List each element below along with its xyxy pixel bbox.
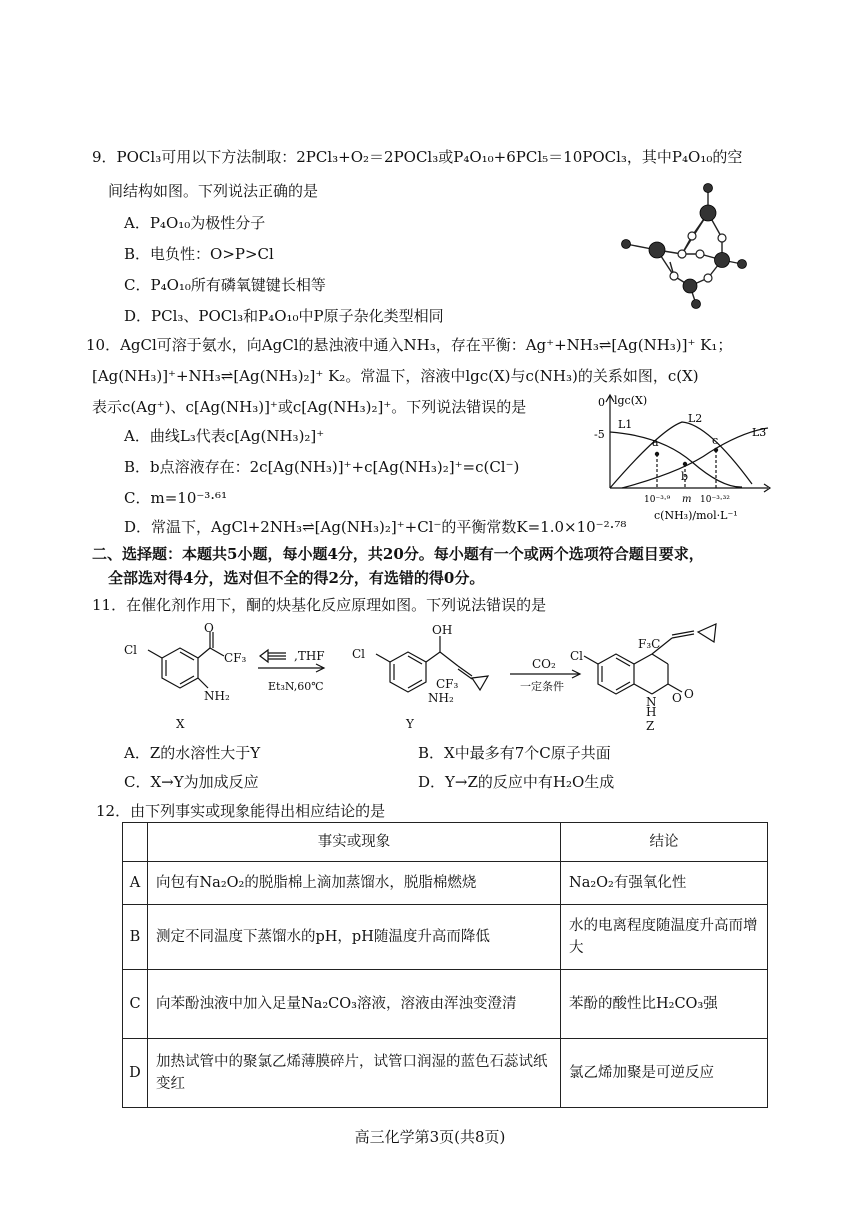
q11-reaction-scheme <box>110 620 760 735</box>
section2-line1: 二、选择题：本题共5小题，每小题4分，共20分。每小题有一个或两个选项符合题目要求， <box>92 545 704 563</box>
q9-option-d: D．PCl₃、POCl₃和P₄O₁₀中P原子杂化类型相同 <box>124 307 444 325</box>
q11-option-b: B．X中最多有7个C原子共面 <box>418 744 611 762</box>
row-conclusion: 苯酚的酸性比H₂CO₃强 <box>561 970 768 1039</box>
page-footer: 高三化学第3页(共8页) <box>354 1128 506 1146</box>
reagent1-top: ,THF <box>294 649 325 663</box>
section2-line2: 全部选对得4分，选对但不全的得2分，有选错的得0分。 <box>108 569 485 587</box>
q10-option-c: C．m=10⁻³·⁶¹ <box>124 489 228 507</box>
xtick-2: 10⁻³·³² <box>700 495 730 505</box>
q12-table-header <box>123 823 768 862</box>
svg-text:NH₂: NH₂ <box>204 689 230 703</box>
label-y: Y <box>406 717 414 731</box>
svg-text:F₃C: F₃C <box>638 637 661 651</box>
svg-text:Cl: Cl <box>124 643 138 657</box>
label-z: Z <box>646 719 655 733</box>
row-fact: 向苯酚浊液中加入足量Na₂CO₃溶液，溶液由浑浊变澄清 <box>148 970 561 1039</box>
row-fact: 测定不同温度下蒸馏水的pH，pH随温度升高而降低 <box>148 905 561 970</box>
q12-stem: 12．由下列事实或现象能得出相应结论的是 <box>96 802 386 820</box>
row-key: D <box>123 1039 148 1108</box>
q10-option-a: A．曲线L₃代表c[Ag(NH₃)₂]⁺ <box>124 427 325 445</box>
row-conclusion: 水的电离程度随温度升高而增大 <box>561 905 768 970</box>
cyclopropane-reagent-icon <box>260 650 268 662</box>
svg-text:CF₃: CF₃ <box>224 651 247 665</box>
q11-option-c: C．X→Y为加成反应 <box>124 773 259 791</box>
z-benzene-ring <box>598 654 634 694</box>
q12-table <box>122 822 768 1108</box>
q9-option-c: C．P₄O₁₀所有磷氧键键长相等 <box>124 276 326 294</box>
curve-label-l3: L3 <box>752 426 767 439</box>
q10-stem-line3: 表示c(Ag⁺)、c[Ag(NH₃)]⁺或c[Ag(NH₃)₂]⁺。下列说法错误的是 <box>92 398 527 416</box>
table-row <box>123 905 768 970</box>
xtick-m: m <box>682 494 692 505</box>
q11-option-d: D．Y→Z的反应中有H₂O生成 <box>418 773 615 791</box>
q9-option-a: A．P₄O₁₀为极性分子 <box>124 214 266 232</box>
q10-stem-line1: 10．AgCl可溶于氨水，向AgCl的悬浊液中通入NH₃，存在平衡：Ag⁺+NH₃⇌[Ag(NH₃)]⁺ K₁； <box>86 336 733 354</box>
svg-text:Cl: Cl <box>352 647 366 661</box>
reagent2-bottom: 一定条件 <box>520 680 564 693</box>
row-conclusion: 氯乙烯加聚是可逆反应 <box>561 1039 768 1108</box>
q9-stem-line1: 9．POCl₃可用以下方法制取：2PCl₃+O₂＝2POCl₃或P₄O₁₀+6PCl₅＝10POCl₃，其中P₄O₁₀的空 <box>92 148 743 166</box>
svg-text:O: O <box>672 691 682 705</box>
row-conclusion: Na₂O₂有强氧化性 <box>561 862 768 905</box>
q10-option-d: D．常温下，AgCl+2NH₃⇌[Ag(NH₃)₂]⁺+Cl⁻的平衡常数K=1.0×10⁻²·⁷⁸ <box>124 518 627 536</box>
reagent1-bottom: Et₃N,60℃ <box>268 680 324 693</box>
curve-label-l2: L2 <box>688 412 703 425</box>
row-key: C <box>123 970 148 1039</box>
svg-text:H: H <box>646 705 657 719</box>
row-fact: 加热试管中的聚氯乙烯薄膜碎片，试管口润湿的蓝色石蕊试纸变红 <box>148 1039 561 1108</box>
table-row <box>123 1039 768 1108</box>
q10-option-b: B．b点溶液存在：2c[Ag(NH₃)]⁺+c[Ag(NH₃)₂]⁺=c(Cl⁻) <box>124 458 520 476</box>
xtick-1: 10⁻³·⁹ <box>644 495 671 505</box>
q11-option-a: A．Z的水溶性大于Y <box>124 744 261 762</box>
row-key: B <box>123 905 148 970</box>
row-fact: 向包有Na₂O₂的脱脂棉上滴加蒸馏水，脱脂棉燃烧 <box>148 862 561 905</box>
graph-origin: 0 <box>598 396 605 409</box>
curve-l1 <box>610 432 742 487</box>
svg-text:OH: OH <box>432 623 453 637</box>
header-fact: 事实或现象 <box>148 823 561 862</box>
q10-lgc-graph <box>592 392 780 524</box>
label-x: X <box>176 717 185 731</box>
y-benzene-ring <box>390 652 426 692</box>
p4o10-structure-diagram <box>612 180 752 310</box>
point-label-b: b <box>681 470 689 483</box>
curve-label-l1: L1 <box>618 418 633 431</box>
graph-ylabel: lgc(X) <box>614 394 648 407</box>
point-label-c: c <box>712 434 719 447</box>
row-key: A <box>123 862 148 905</box>
svg-text:Cl: Cl <box>570 649 584 663</box>
x-benzene-ring <box>162 648 198 688</box>
graph-xlabel: c(NH₃)/mol·L⁻¹ <box>654 509 738 522</box>
svg-text:O: O <box>684 687 694 701</box>
q9-option-b: B．电负性：O>P>Cl <box>124 245 274 263</box>
svg-text:CF₃: CF₃ <box>436 677 459 691</box>
table-row <box>123 970 768 1039</box>
header-key-cell <box>123 823 148 862</box>
q10-stem-line2: [Ag(NH₃)]⁺+NH₃⇌[Ag(NH₃)₂]⁺ K₂。常温下，溶液中lgc(X)与c(NH₃)的关系如图，c(X) <box>92 367 699 385</box>
table-row <box>123 862 768 905</box>
svg-text:O: O <box>204 621 214 635</box>
q11-stem: 11．在催化剂作用下，酮的炔基化反应原理如图。下列说法错误的是 <box>92 596 547 614</box>
q9-stem-line2: 间结构如图。下列说法正确的是 <box>108 182 319 200</box>
svg-text:N: N <box>646 695 657 709</box>
graph-ytick: -5 <box>594 428 605 441</box>
reagent2-top: CO₂ <box>532 657 556 671</box>
point-label-a: a <box>652 436 659 449</box>
svg-text:NH₂: NH₂ <box>428 691 454 705</box>
header-conclusion: 结论 <box>561 823 768 862</box>
